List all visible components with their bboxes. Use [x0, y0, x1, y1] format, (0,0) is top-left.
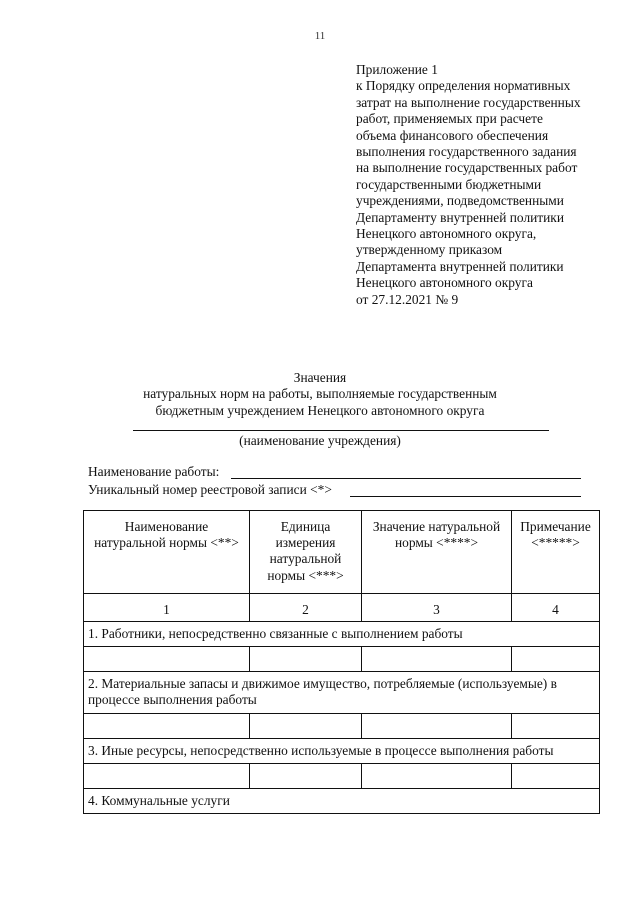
section-title: 3. Иные ресурсы, непосредственно используемые в процессе выполнения работы — [84, 738, 600, 763]
section-title: 4. Коммунальные услуги — [84, 788, 600, 813]
table-cell — [84, 713, 250, 738]
work-name-field — [88, 464, 219, 480]
table-cell — [362, 713, 512, 738]
table-row — [84, 763, 600, 788]
table-row — [84, 713, 600, 738]
table-cell — [362, 763, 512, 788]
table-cell — [84, 763, 250, 788]
appendix-note — [356, 62, 626, 308]
appendix-line: Департаменту внутренней политики — [356, 209, 564, 225]
norms-table — [83, 510, 600, 814]
appendix-line: учреждениями, подведомственными — [356, 193, 564, 209]
appendix-line: к Порядку определения нормативных — [356, 78, 571, 94]
column-number-row — [84, 594, 600, 622]
column-number: 1 — [84, 594, 250, 622]
table-cell — [84, 647, 250, 672]
registry-field — [88, 482, 332, 498]
column-number: 2 — [250, 594, 362, 622]
appendix-line: выполнения государственного задания — [356, 144, 577, 160]
section-row — [84, 788, 600, 813]
appendix-line: работ, применяемых при расчете — [356, 111, 543, 127]
section-row — [84, 622, 600, 647]
table-cell — [362, 647, 512, 672]
table-cell — [250, 713, 362, 738]
page-number: 11 — [314, 30, 326, 42]
title-line: натуральных норм на работы, выполняемые государственным — [143, 386, 497, 402]
header-norm-name: Наименование натуральной нормы <**> — [84, 511, 250, 594]
table-row — [84, 647, 600, 672]
table-cell — [250, 647, 362, 672]
appendix-line: Ненецкого автономного округа — [356, 275, 533, 291]
appendix-line: Ненецкого автономного округа, — [356, 226, 537, 242]
header-unit: Единица измерения натуральной нормы <***> — [250, 511, 362, 594]
column-number: 4 — [512, 594, 600, 622]
table-cell — [250, 763, 362, 788]
work-name-label: Наименование работы: — [88, 464, 220, 479]
institution-caption: (наименование учреждения) — [239, 433, 401, 448]
appendix-line: Департамента внутренней политики — [356, 258, 564, 274]
header-note: Примечание <*****> — [512, 511, 600, 594]
table-header-row — [84, 511, 600, 594]
registry-blank — [350, 483, 581, 497]
column-number: 3 — [362, 594, 512, 622]
document-title — [0, 370, 640, 419]
appendix-line: государственными бюджетными — [356, 176, 542, 192]
title-line: бюджетным учреждением Ненецкого автономного округа — [155, 402, 485, 418]
appendix-line: объема финансового обеспечения — [356, 127, 549, 143]
table-cell — [512, 713, 600, 738]
section-row — [84, 738, 600, 763]
appendix-line: утвержденному приказом — [356, 242, 503, 258]
section-title: 1. Работники, непосредственно связанные с выполнением работы — [84, 622, 600, 647]
table-cell — [512, 647, 600, 672]
table-cell — [512, 763, 600, 788]
appendix-line: затрат на выполнение государственных — [356, 94, 581, 110]
institution-blank-line — [133, 430, 549, 431]
section-row — [84, 672, 600, 713]
registry-label: Уникальный номер реестровой записи <*> — [88, 482, 332, 497]
appendix-line: на выполнение государственных работ — [356, 160, 578, 176]
work-name-blank — [231, 465, 581, 479]
header-value: Значение натуральной нормы <****> — [362, 511, 512, 594]
title-line: Значения — [293, 370, 347, 385]
section-title: 2. Материальные запасы и движимое имущество, потребляемые (используемые) в процессе выполнения работы — [84, 672, 600, 713]
appendix-line: Приложение 1 — [356, 62, 438, 77]
appendix-line: от 27.12.2021 № 9 — [356, 291, 459, 307]
